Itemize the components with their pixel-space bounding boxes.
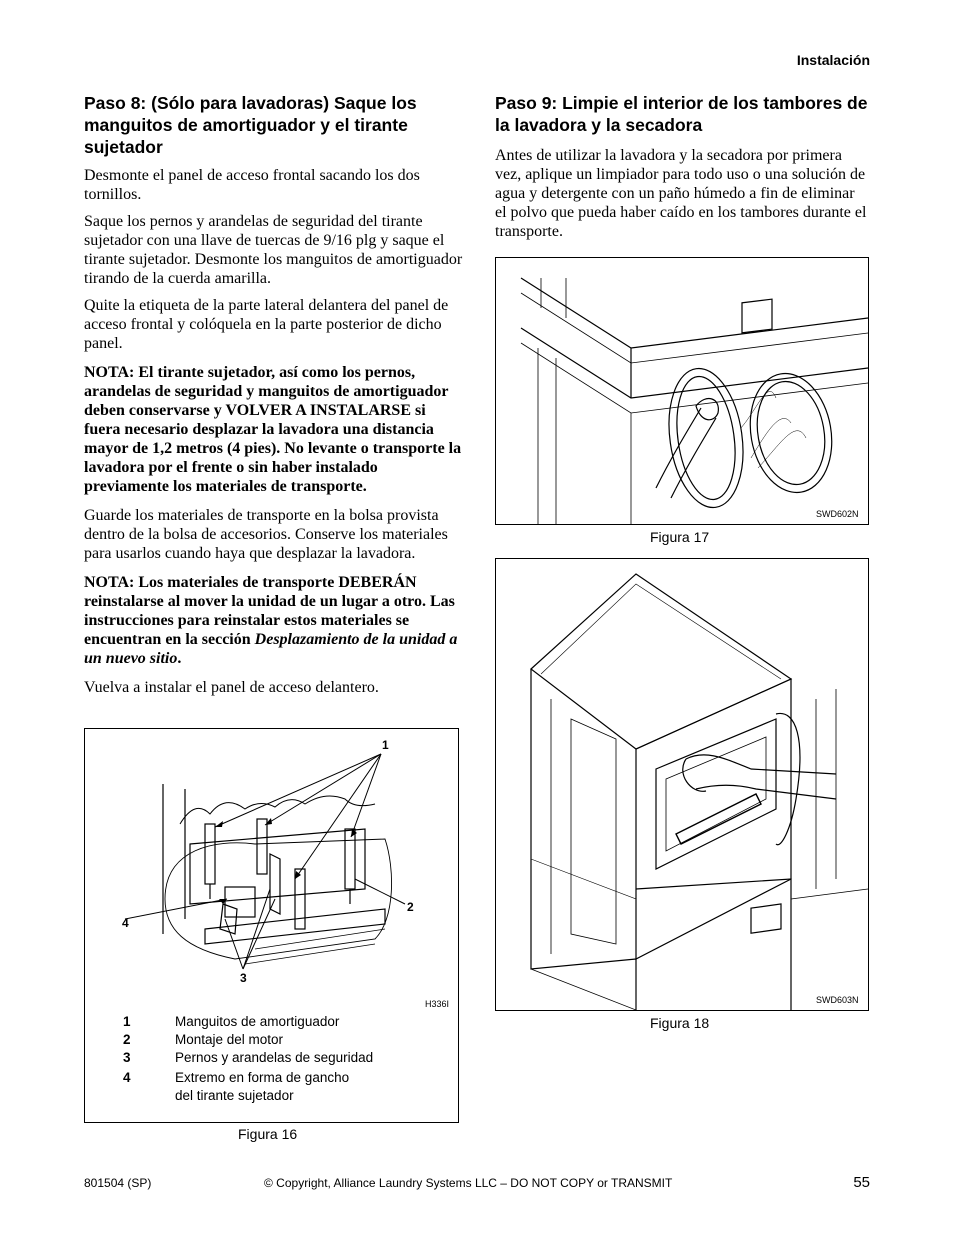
figure-16-box: [84, 728, 459, 1123]
section-label: Instalación: [796, 52, 870, 68]
step8-note-2: NOTA: Los materiales de transporte DEBERÁN reinstalarse al mover la unidad de un lugar a otro. Las instrucciones para reinstalar estos materiales se encuentran en la sección Desplazamiento de la unidad a un nuevo sitio.: [84, 574, 458, 667]
figure-17-caption: Figura 17: [650, 529, 710, 545]
legend-row: 2 Montaje del motor: [123, 1032, 284, 1047]
step8-note-1: NOTA: El tirante sujetador, así como los pernos, arandelas de seguridad y manguitos de amortiguador deben conservarse y VOLVER A INSTALARSE si fuera necesario desplazar la lavadora una distancia mayor de 1,2 metros (4 pies). No levante o transporte la lavadora por el frente o sin haber instalado previamente los materiales de transporte.: [84, 364, 462, 495]
legend-row: 4 Extremo en forma de gancho del tirante sujetador: [123, 1070, 350, 1103]
dryer-cleaning-illustration: [496, 559, 868, 1010]
section-reference: Desplazamiento de la unidad a un nuevo sitio: [84, 631, 458, 667]
callout-4: 4: [122, 916, 129, 930]
step8-paragraph-2: Saque los pernos y arandelas de seguridad del tirante sujetador con una llave de tuercas de 9/16 plg y saque el tirante sujetador. Desmonte los manguitos de amortiguador tirando de la cuerda amarilla.: [84, 213, 463, 287]
step9-paragraph-1: Antes de utilizar la lavadora y la secadora por primera vez, aplique un limpiador para todo uso o una solución de agua y detergente con un paño húmedo a fin de eliminar el polvo que pueda haber caído en los tambores durante el transporte.: [495, 147, 867, 240]
figure-17-box: [495, 257, 869, 525]
legend-row: 3 Pernos y arandelas de seguridad: [123, 1050, 374, 1065]
figure-17-code: SWD602N: [816, 509, 859, 519]
legend-row: 1 Manguitos de amortiguador: [123, 1014, 340, 1029]
step8-paragraph-3: Quite la etiqueta de la parte lateral delantera del panel de acceso frontal y colóquela en la parte posterior de dicho panel.: [84, 297, 449, 352]
left-column: [84, 92, 464, 705]
step8-paragraph-4: Guarde los materiales de transporte en la bolsa provista dentro de la bolsa de accesorios. Conserve los materiales para usarlos cuando haya que desplazar la lavadora.: [84, 507, 448, 562]
callout-3: 3: [240, 971, 247, 985]
washer-cleaning-illustration: [496, 258, 868, 524]
figure-16-code: H336I: [425, 999, 450, 1009]
step8-paragraph-1: Desmonte el panel de acceso frontal sacando los dos tornillos.: [84, 167, 420, 203]
figure-16-caption: Figura 16: [238, 1126, 298, 1142]
step9-heading: Paso 9: Limpie el interior de los tambores de la lavadora y la secadora: [495, 93, 868, 135]
figure-18-code: SWD603N: [816, 995, 859, 1005]
figure-18-caption: Figura 18: [650, 1015, 710, 1031]
right-column: [495, 92, 870, 249]
callout-2: 2: [407, 900, 414, 914]
step8-heading: Paso 8: (Sólo para lavadoras) Saque los manguitos de amortiguador y el tirante sujetador: [84, 93, 417, 157]
footer-doc-id: 801504 (SP): [84, 1176, 152, 1190]
footer-copyright: © Copyright, Alliance Laundry Systems LLC – DO NOT COPY or TRANSMIT: [264, 1176, 673, 1190]
step8-paragraph-5: Vuelva a instalar el panel de acceso delantero.: [84, 679, 379, 696]
figure-18-box: [495, 558, 869, 1011]
callout-1: 1: [382, 738, 389, 752]
figure-16-legend: [123, 1013, 415, 1105]
shock-absorber-illustration: [85, 729, 458, 1009]
page-number: 55: [853, 1174, 870, 1191]
